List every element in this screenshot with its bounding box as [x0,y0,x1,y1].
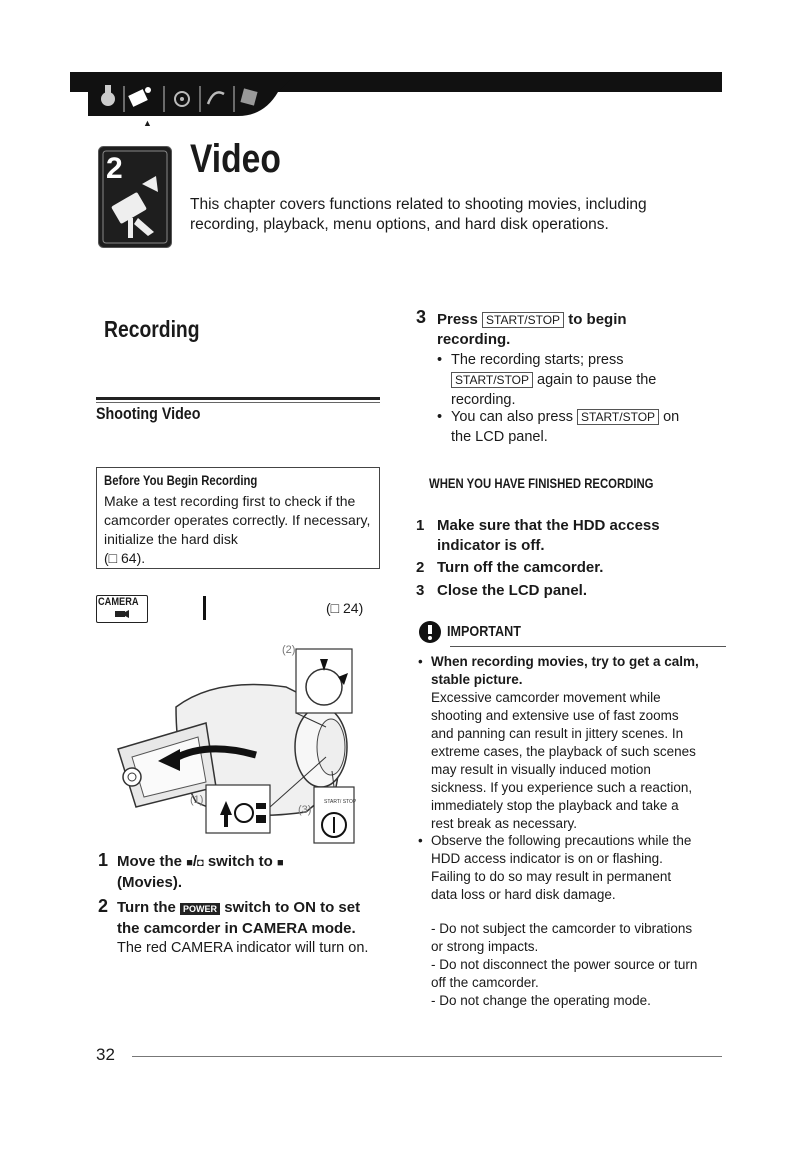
page-number: 32 [96,1045,115,1064]
movie-icon: ■ [186,857,193,869]
camcorder-illustration [116,637,376,847]
finished-step-2-number: 2 [416,559,425,576]
bullet-dot: • [418,833,423,848]
step-3-bullet-2: You can also press START/STOP on the LCD panel. [451,409,680,445]
footer-rule [132,1056,722,1057]
important-rule [450,646,726,647]
step-3-number: 3 [416,307,427,327]
mode-divider [203,596,206,620]
important-2-text: Observe the following precautions while the HDD access indicator is on or flashing. Failing to do so may result in permanent data loss or hard disk damage. [431,833,692,902]
movie-icon-2: ■ [277,857,284,869]
finished-step-1-number: 1 [416,517,425,534]
bullet-dot: • [418,654,423,669]
start-stop-key-2: START/STOP [451,372,533,388]
step-3-bullet-1: The recording starts; press START/STOP again to pause the recording. [451,352,657,408]
important-2-item-2: - Do not disconnect the power source or turn off the camcorder. [431,957,698,990]
chapter-title: Video [190,137,281,181]
callout-1: (1) [190,794,204,806]
finished-step-3-text: Close the LCD panel. [437,582,588,599]
finished-step-3-number: 3 [416,582,425,599]
start-stop-key: START/STOP [482,312,564,328]
subsection-title: Shooting Video [96,404,201,423]
step-1-number: 1 [98,850,109,870]
callout-2: (2) [282,644,296,656]
section-title: Recording [104,316,200,342]
step-2-detail: The red CAMERA indicator will turn on. [117,940,369,956]
chapter-number: 2 [106,152,123,185]
important-icon [418,620,442,644]
finished-title: WHEN YOU HAVE FINISHED RECORDING [429,476,654,491]
before-box-text: Make a test recording first to check if the camcorder operates correctly. If necessary, initialize the hard disk (□ 64). [104,493,371,566]
important-2-item-1: - Do not subject the camcorder to vibrations or strong impacts. [431,921,693,954]
before-box-title: Before You Begin Recording [104,473,258,488]
chapter-tabs [88,72,298,117]
step-1-text: Move the ■/◘ switch to ■ (Movies). [117,853,284,891]
finished-step-1-text: Make sure that the HDD access indicator is off. [437,517,660,554]
callout-3: (3) [298,804,312,816]
bullet-dot: • [437,352,443,368]
step-2-text: Turn the POWER switch to ON to set the camcorder in CAMERA mode. [117,899,361,937]
important-2-item-3: - Do not change the operating mode. [431,993,651,1008]
important-1-text: Excessive camcorder movement while shooting and extensive use of fast zooms and panning can result in jittery scenes. In extreme cases, the playback of such scenes may result in visually induced motion sickness. If you experience such a reaction, immediately stop the playback and take a rest break as necessary. [431,690,696,831]
section-rule-thin [96,402,380,403]
chapter-intro: This chapter covers functions related to shooting movies, including recording, playback, menu options, and hard disk operations. [190,196,647,233]
step-2-number: 2 [98,896,109,916]
photo-small-icon: ◘ [197,857,204,869]
movie-mode-icon [114,610,130,620]
current-tab-marker: ▲ [143,118,152,128]
start-stop-key-3: START/STOP [577,409,659,425]
mode-page-reference: (□ 24) [326,600,364,616]
power-switch-label: POWER [180,903,220,915]
important-1-heading: When recording movies, try to get a calm, stable picture. [431,654,699,687]
finished-step-2-text: Turn off the camcorder. [437,559,604,576]
important-title: IMPORTANT [447,623,521,640]
page-reference: (□ 64). [104,550,146,566]
start-stop-label: START/ STOP [324,799,357,805]
step-3-text: Press START/STOP to begin recording. [437,311,627,348]
camera-mode-label: CAMERA [98,596,139,608]
section-rule [96,397,380,400]
bullet-dot: • [437,409,443,425]
